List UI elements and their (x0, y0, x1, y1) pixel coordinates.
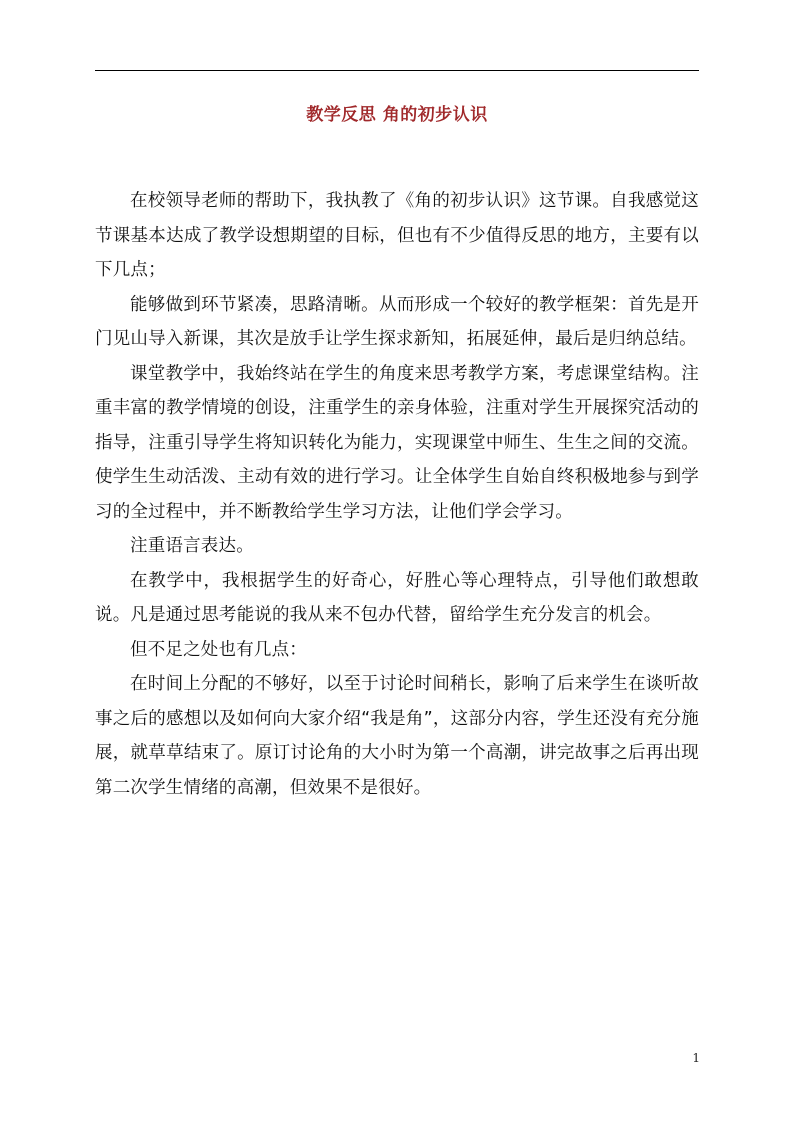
document-title: 教学反思 角的初步认识 (306, 105, 488, 125)
paragraph-language-heading: 注重语言表达。 (130, 536, 254, 556)
paragraph-intro: 在校领导老师的帮助下，我执教了《角的初步认识》这节课。自我感觉这节课基本达成了教学设想期望的目标，但也有不少值得反思的地方，主要有以下几点； (95, 191, 699, 280)
paragraph-shortcomings-heading: 但不足之处也有几点： (130, 639, 307, 660)
paragraph-shortcomings-detail: 在时间上分配的不够好，以至于讨论时间稍长，影响了后来学生在谈听故事之后的感想以及如何向大家介绍“我是角”，这部分内容，学生还没有充分施展，就草草结束了。原订讨论角的大小时为第一个高潮，讲完故事之后再出现第二次学生情绪的高潮，但效果不是很好。 (95, 674, 699, 798)
document-body (95, 184, 699, 805)
paragraph-student-perspective: 课堂教学中，我始终站在学生的角度来思考教学方案，考虑课堂结构。注重丰富的教学情境的创设，注重学生的亲身体验，注重对学生开展探究活动的指导，注重引导学生将知识转化为能力，实现课堂中师生、生生之间的交流。使学生生动活泼、主动有效的进行学习。让全体学生自始自终积极地参与到学习的全过程中，并不断教给学生学习方法，让他们学会学习。 (95, 363, 699, 522)
paragraph-language-detail: 在教学中，我根据学生的好奇心，好胜心等心理特点，引导他们敢想敢说。凡是通过思考能说的我从来不包办代替，留给学生充分发言的机会。 (95, 570, 699, 625)
page-number: 1 (692, 1051, 700, 1065)
paragraph-structure: 能够做到环节紧凑，思路清晰。从而形成一个较好的教学框架：首先是开门见山导入新课，其次是放手让学生探求新知，拓展延伸，最后是归纳总结。 (95, 294, 699, 349)
header-rule (95, 70, 699, 71)
